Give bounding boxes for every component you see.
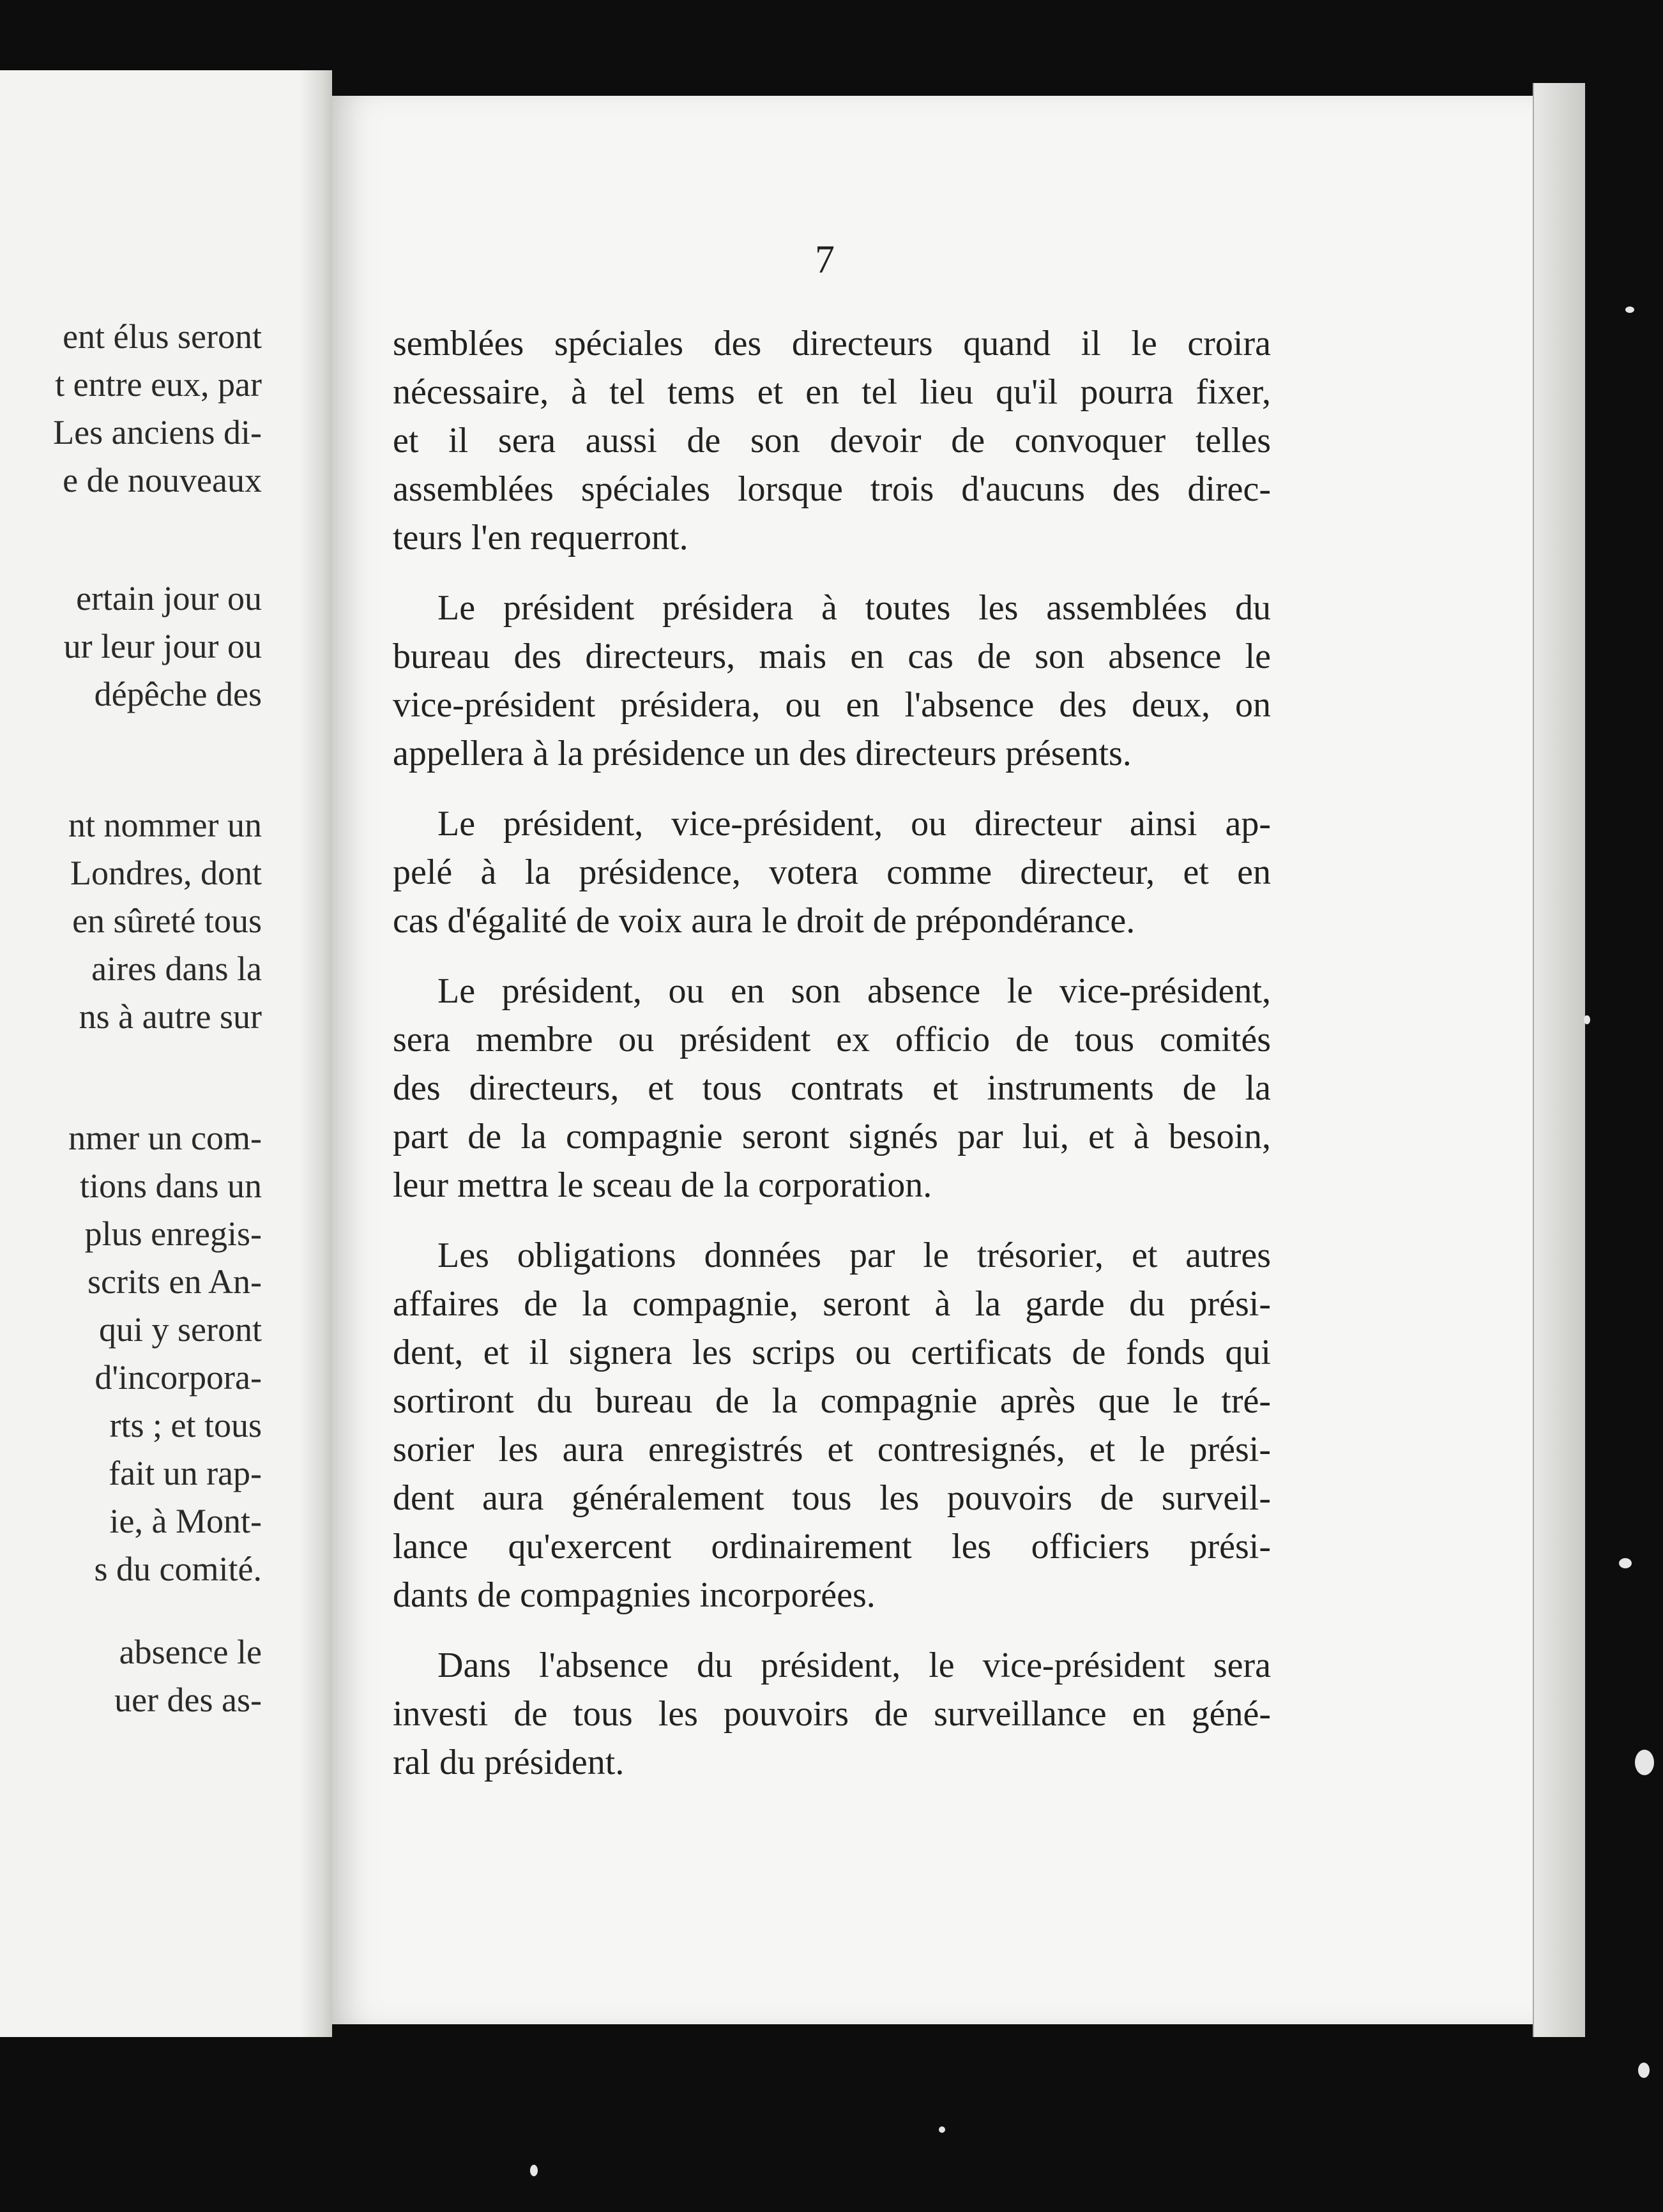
- text-line: investi de tous les pouvoirs de surveillance en géné-: [393, 1694, 1271, 1734]
- left-page-line: absence le: [119, 1633, 262, 1671]
- text-line: vice-président présidera, ou en l'absence des deux, on: [393, 685, 1271, 725]
- paragraph: [393, 1231, 1271, 1619]
- text-line: cas d'égalité de voix aura le droit de prépondérance.: [393, 901, 1135, 941]
- book-gutter: [300, 70, 332, 2037]
- text-line: part de la compagnie seront signés par lui, et à besoin,: [393, 1117, 1271, 1156]
- scan-speck: [530, 2165, 538, 2176]
- scan-speck: [1619, 1558, 1632, 1568]
- left-page-line: plus enregis-: [84, 1215, 262, 1253]
- text-line: dants de compagnies incorporées.: [393, 1575, 876, 1615]
- text-line: appellera à la présidence un des directeurs présents.: [393, 734, 1132, 773]
- scan-speck: [939, 2126, 945, 2133]
- text-line: Le président, vice-président, ou directeur ainsi ap-: [437, 804, 1271, 844]
- text-line: sera membre ou président ex officio de tous comités: [393, 1020, 1271, 1059]
- left-page-line: fait un rap-: [109, 1454, 262, 1492]
- scan-speck: [1625, 307, 1634, 313]
- left-page: [0, 70, 332, 2037]
- left-page-line: ertain jour ou: [76, 579, 262, 617]
- text-line: semblées spéciales des directeurs quand il le croira: [393, 324, 1271, 363]
- left-page-line: ie, à Mont-: [109, 1502, 262, 1540]
- left-page-line: ns à autre sur: [79, 997, 262, 1036]
- text-line: nécessaire, à tel tems et en tel lieu qu'il pourra fixer,: [393, 372, 1271, 412]
- left-page-line: qui y seront: [99, 1310, 262, 1349]
- text-line: leur mettra le sceau de la corporation.: [393, 1165, 932, 1205]
- text-line: et il sera aussi de son devoir de convoquer telles: [393, 421, 1271, 460]
- text-line: dent, et il signera les scrips ou certificats de fonds qui: [393, 1333, 1271, 1372]
- text-line: teurs l'en requerront.: [393, 518, 688, 557]
- left-page-line: t entre eux, par: [55, 365, 262, 404]
- left-page-line: scrits en An-: [87, 1262, 262, 1301]
- scan-speck: [1635, 1750, 1654, 1775]
- left-page-line: uer des as-: [114, 1681, 262, 1719]
- text-line: dent aura généralement tous les pouvoirs de surveil-: [393, 1478, 1271, 1518]
- left-page-line: aires dans la: [91, 950, 262, 988]
- left-page-line: rts ; et tous: [109, 1406, 262, 1444]
- scan-speck: [1584, 1015, 1590, 1024]
- text-line: Le président, ou en son absence le vice-président,: [437, 971, 1271, 1011]
- left-page-line: s du comité.: [94, 1550, 262, 1588]
- right-page-text: [393, 319, 1271, 1808]
- text-line: lance qu'exercent ordinairement les officiers prési-: [393, 1527, 1271, 1566]
- page-number: 7: [815, 238, 835, 282]
- text-line: affaires de la compagnie, seront à la garde du prési-: [393, 1284, 1271, 1324]
- text-line: assemblées spéciales lorsque trois d'aucuns des direc-: [393, 469, 1271, 509]
- left-page-line: dépêche des: [94, 675, 262, 713]
- left-page-line: ent élus seront: [63, 317, 262, 356]
- text-line: pelé à la présidence, votera comme directeur, et en: [393, 852, 1271, 892]
- text-line: Le président présidera à toutes les assemblées du: [437, 588, 1271, 628]
- left-page-line: d'incorpora-: [95, 1358, 262, 1397]
- text-line: sortiront du bureau de la compagnie après que le tré-: [393, 1381, 1271, 1421]
- text-line: ral du président.: [393, 1743, 625, 1782]
- paragraph: [393, 967, 1271, 1209]
- left-page-line: nt nommer un: [68, 806, 262, 844]
- left-page-line: en sûreté tous: [72, 902, 262, 940]
- paragraph: [393, 799, 1271, 945]
- text-line: des directeurs, et tous contrats et instruments de la: [393, 1068, 1271, 1108]
- left-page-line: Londres, dont: [70, 854, 262, 892]
- left-page-line: nmer un com-: [68, 1119, 262, 1157]
- left-page-line: ur leur jour ou: [63, 627, 262, 665]
- text-line: Dans l'absence du président, le vice-président sera: [437, 1646, 1271, 1685]
- text-line: bureau des directeurs, mais en cas de son absence le: [393, 637, 1271, 676]
- scan-speck: [1638, 2063, 1650, 2078]
- paragraph: [393, 319, 1271, 562]
- page-edge: [1533, 83, 1585, 2037]
- left-page-line: tions dans un: [79, 1167, 262, 1205]
- paragraph: [393, 1641, 1271, 1787]
- left-page-line: Les anciens di-: [53, 413, 262, 451]
- paragraph: [393, 584, 1271, 778]
- left-page-line: e de nouveaux: [63, 461, 262, 499]
- text-line: sorier les aura enregistrés et contresignés, et le prési-: [393, 1430, 1271, 1469]
- text-line: Les obligations données par le trésorier, et autres: [437, 1236, 1271, 1275]
